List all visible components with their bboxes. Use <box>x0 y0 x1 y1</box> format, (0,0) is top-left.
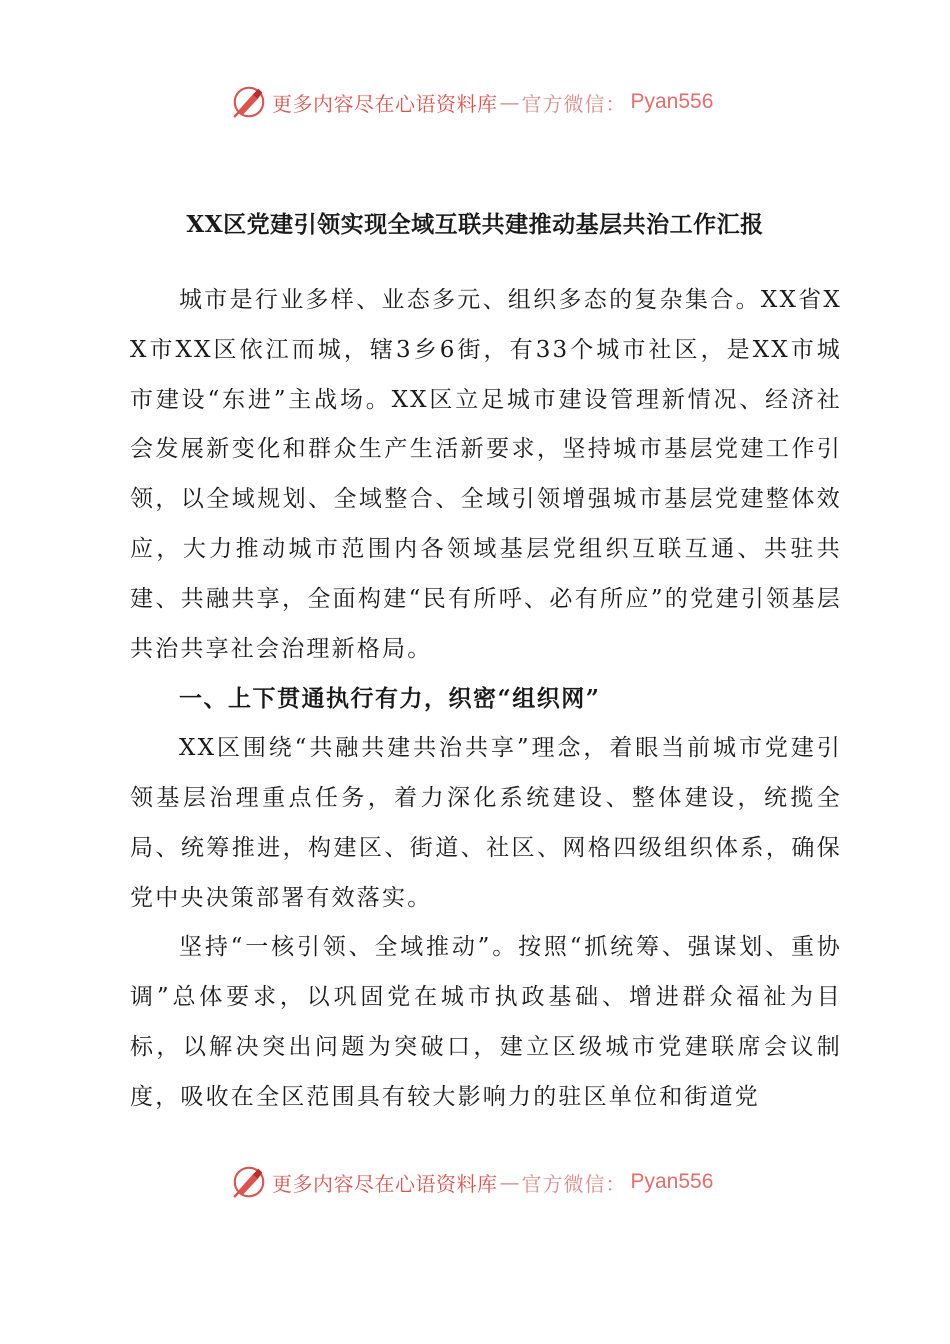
watermark-footer <box>230 1162 713 1202</box>
watermark-text: 更多内容尽在心语资料库 <box>272 1171 498 1196</box>
watermark-label: 官方微信： <box>521 1171 627 1196</box>
paragraph-intro: 城市是行业多样、业态多元、组织多态的复杂集合。XX省XX市XX区依江而城，辖3乡6街，有33个城市社区，是XX市城市建设“东进”主战场。XX区立足城市建设管理新情况、经济社会发展新变化和群众生产生活新要求，坚持城市基层党建工作引领，以全域规划、全域整合、全域引领增强城市基层党建整体效应，大力推动城市范围内各领域基层党组织互联互通、共驻共建、共融共享，全面构建“民有所呼、必有所应”的党建引领基层共治共享社会治理新格局。 <box>130 287 842 662</box>
watermark-dash: — <box>499 90 520 114</box>
watermark-wechat-id: Pyan556 <box>630 90 714 113</box>
document-title: XX区党建引领实现全域互联共建推动基层共治工作汇报 <box>186 211 764 238</box>
watermark-header <box>230 82 713 122</box>
section-heading-1: 一、上下贯通执行有力，织密“组织网” <box>179 685 601 713</box>
pen-logo-icon <box>230 83 268 121</box>
document-body <box>130 276 842 1123</box>
watermark-dash: — <box>499 1170 520 1194</box>
paragraph-section-1: XX区围绕“共融共建共治共享”理念，着眼当前城市党建引领基层治理重点任务，着力深化系统建设、整体建设，统揽全局、统筹推进，构建区、街道、社区、网格四级组织体系，确保党中央决策部署有效落实。 <box>130 735 842 911</box>
watermark-wechat-id: Pyan556 <box>630 1170 714 1193</box>
watermark-text: 更多内容尽在心语资料库 <box>272 91 498 116</box>
paragraph-section-1-detail: 坚持“一核引领、全域推动”。按照“抓统筹、强谋划、重协调”总体要求，以巩固党在城市执政基础、增进群众福祉为目标，以解决突出问题为突破口，建立区级城市党建联席会议制度，吸收在全区范围具有较大影响力的驻区单位和街道党 <box>130 934 842 1110</box>
watermark-label: 官方微信： <box>521 91 627 116</box>
pen-logo-icon <box>230 1163 268 1201</box>
